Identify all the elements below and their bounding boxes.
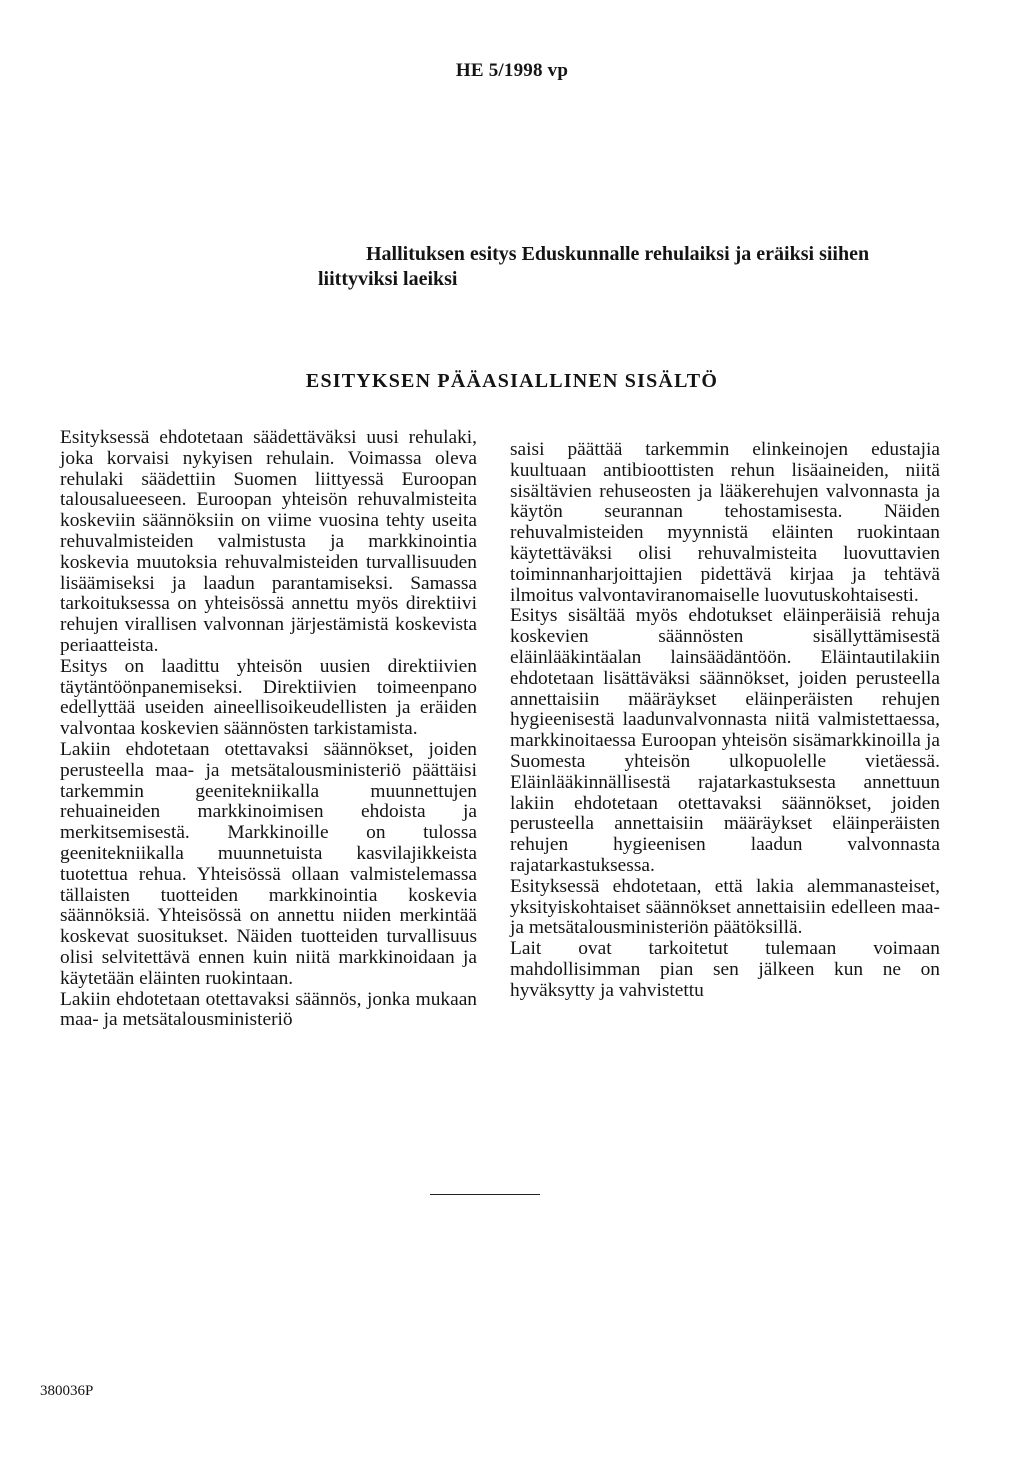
title-line-2: liittyviksi laeiksi: [318, 268, 458, 290]
left-paragraph-3: Lakiin ehdotetaan otettavaksi säännökset, joiden perusteella maa- ja metsätalousministeriö päättäisi tarkemmin geenitekniikalla muunnettujen rehuaineiden markkinoimisen ehdoista ja merkitsemisestä. Markkinoille on tulossa geenitekniikalla muunnetuista kasvilajikkeista tuotettua rehua. Yhteisössä ollaan valmistelemassa tällaisten tuotteiden markkinointia koskevia säännöksiä. Yhteisössä on annettu niiden merkintää koskevat suositukset. Näiden tuotteiden turvallisuus olisi selvitettävä ennen kuin niitä markkinoidaan ja käytetään eläinten ruokintaan.: [60, 738, 477, 989]
document-title: [318, 242, 988, 292]
document-id: HE 5/1998 vp: [455, 60, 569, 81]
section-heading: ESITYKSEN PÄÄASIALLINEN SISÄLTÖ: [305, 370, 719, 392]
right-paragraph-2: Esitys sisältää myös ehdotukset eläinperäisiä rehuja koskevien säännösten sisällyttämisestä eläinlääkintäalan lainsäädäntöön. Eläintautilakiin ehdotetaan lisättäväksi säännökset, joiden perusteella annettaisiin määräykset eläinperäisten rehujen hygieenisestä laadunvalvonnasta niitä valmistettaessa, markkinoitaessa Euroopan yhteisön sisämarkkinoilla ja Suomesta yhteisön ulkopuolelle vietäessä. Eläinlääkinnällisestä rajatarkastuksesta annettuun lakiin ehdotetaan otettavaksi säännökset, joiden perusteella annettaisiin määräykset eläinperäisten rehujen hygieenisen laadun valvonnasta rajatarkastuksessa.: [510, 605, 940, 876]
section-divider: [430, 1194, 540, 1195]
left-paragraph-4: Lakiin ehdotetaan otettavaksi säännös, jonka mukaan maa- ja metsätalousministeriö: [60, 988, 477, 1031]
footer-code: 380036P: [40, 1383, 94, 1399]
left-paragraph-2: Esitys on laadittu yhteisön uusien direktiivien täytäntöönpanemiseksi. Direktiivien toimeenpano edellyttää useiden aineellisoikeudellisten ja eräiden valvontaa koskevien säännösten tarkistamista.: [60, 655, 477, 740]
right-column: [510, 440, 940, 1002]
right-paragraph-1: saisi päättää tarkemmin elinkeinojen edustajia kuultuaan antibioottisten rehun lisäaineiden, niitä sisältävien rehuseosten ja lääkerehujen valvonnasta ja käytön seurannan tehostamisesta. Näiden rehuvalmisteiden myynnistä eläinten ruokintaan käytettäväksi olisi rehuvalmisteita luovuttavien toiminnanharjoittajien pidettävä kirjaa ja tehtävä ilmoitus valvontaviranomaiselle luovutuskohtaisesti.: [510, 439, 940, 606]
title-line-1: Hallituksen esitys Eduskunnalle rehulaiksi ja eräiksi siihen: [366, 243, 870, 265]
left-paragraph-1: Esityksessä ehdotetaan säädettäväksi uusi rehulaki, joka korvaisi nykyisen rehulain. Voimassa oleva rehulaki säädettiin Suomen liittyessä Euroopan talousalueeseen. Euroopan yhteisön rehuvalmisteita koskeviin säännöksiin on viime vuosina tehty useita rehuvalmisteiden valmistusta ja markkinointia koskevia muutoksia rehuvalmisteiden turvallisuuden lisäämiseksi ja laadun parantamiseksi. Samassa tarkoituksessa on yhteisössä annettu myös direktiivi rehujen virallisen valvonnan järjestämistä koskevista periaatteista.: [60, 427, 477, 656]
left-column: [60, 428, 477, 1031]
right-paragraph-3: Esityksessä ehdotetaan, että lakia alemmanasteiset, yksityiskohtaiset säännökset annettaisiin edelleen maa- ja metsätalousministeriön päätöksillä.: [510, 875, 940, 939]
right-paragraph-4: Lait ovat tarkoitetut tulemaan voimaan mahdollisimman pian sen jälkeen kun ne on hyväksytty ja vahvistettu: [510, 938, 940, 1001]
